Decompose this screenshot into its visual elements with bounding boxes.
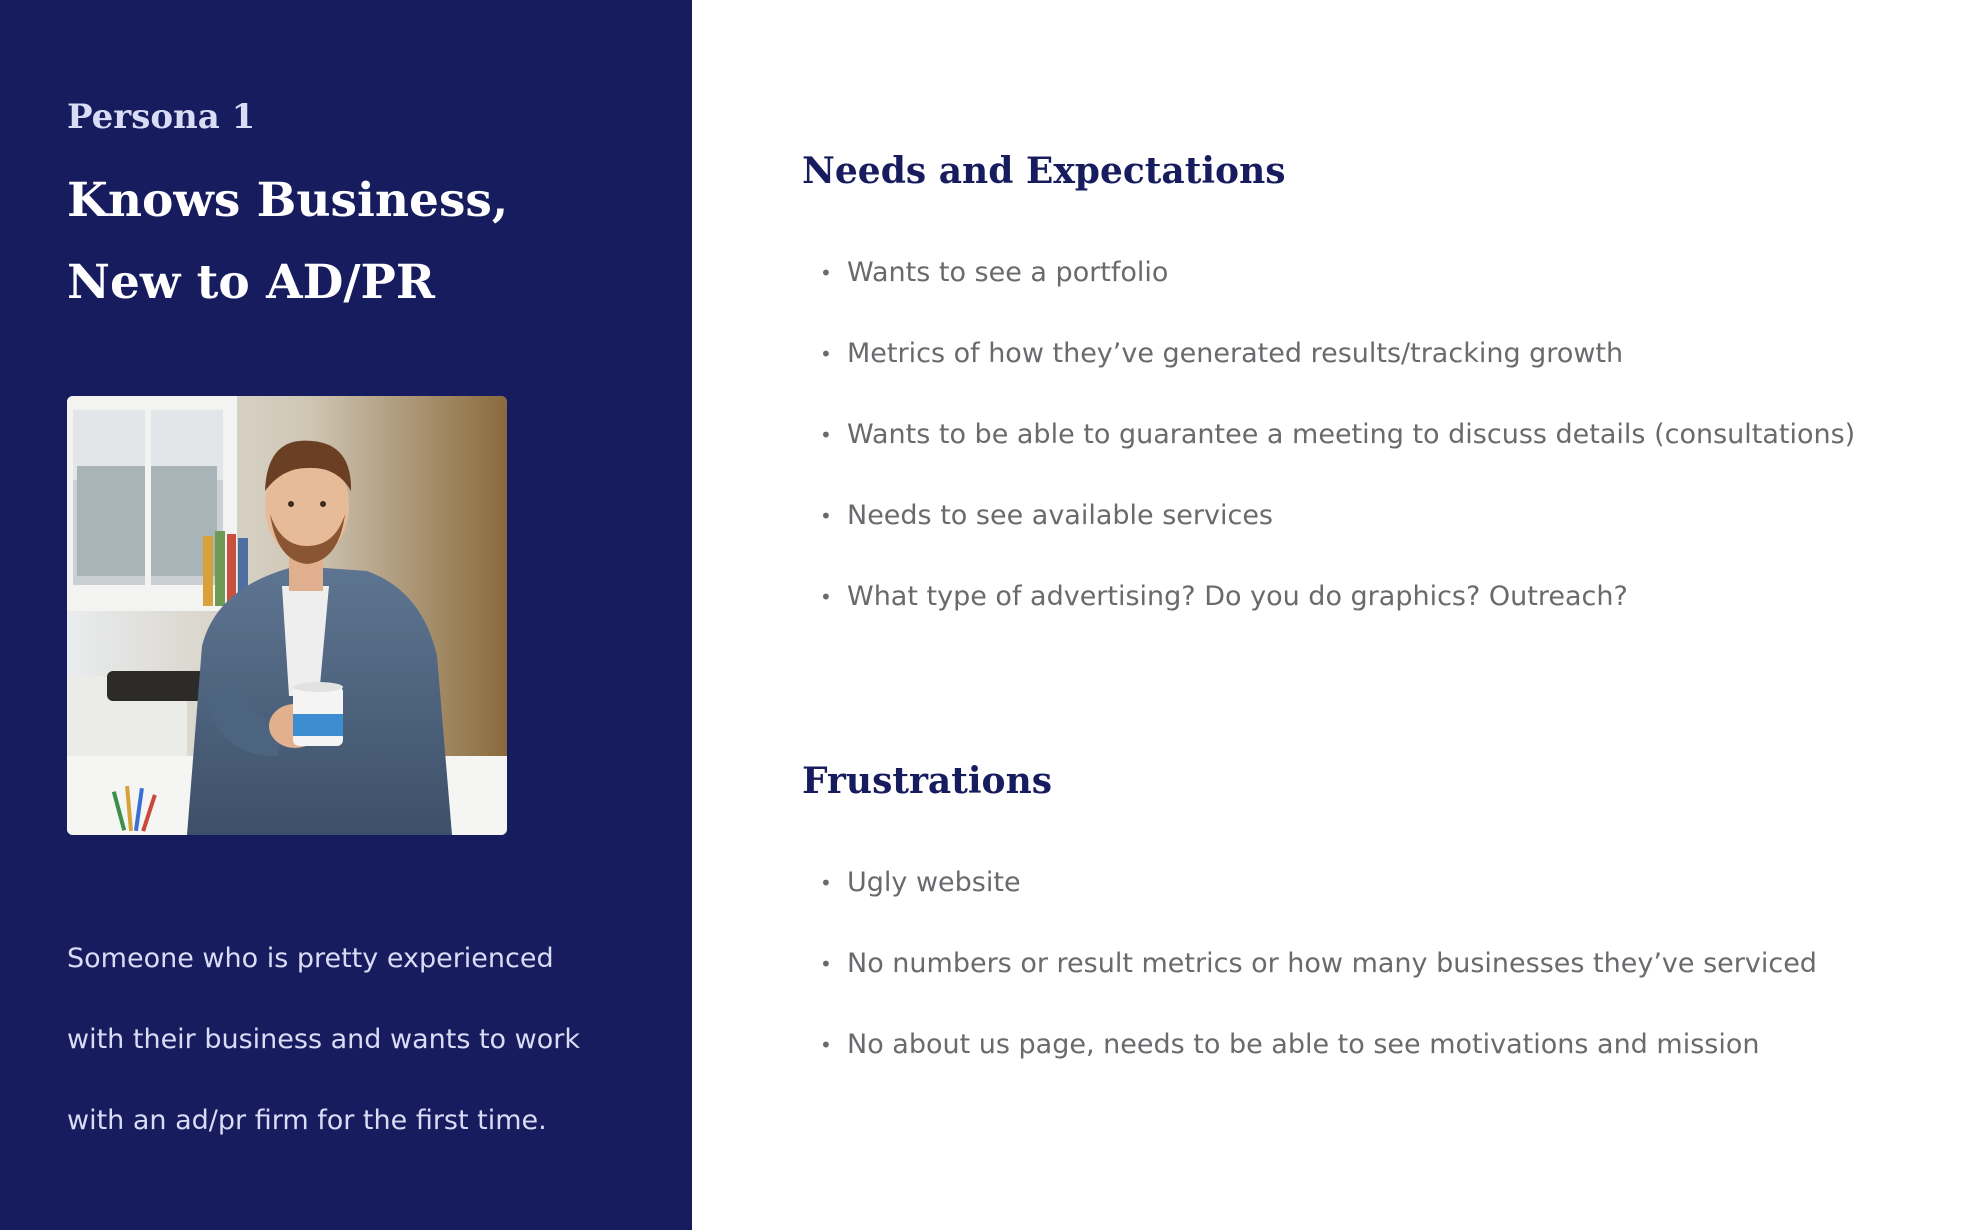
list-item-text: What type of advertising? Do you do graphics? Outreach? xyxy=(847,581,1628,612)
bullet-icon: • xyxy=(820,585,832,609)
needs-list xyxy=(820,248,1855,653)
persona-title-line: New to AD/PR xyxy=(67,255,435,310)
persona-title-line: Knows Business, xyxy=(67,173,509,228)
bullet-icon: • xyxy=(820,423,832,447)
list-item xyxy=(820,939,1817,1020)
frustrations-list xyxy=(820,858,1817,1101)
bullet-icon: • xyxy=(820,504,832,528)
bullet-icon: • xyxy=(820,342,832,366)
list-item xyxy=(820,329,1855,410)
persona-description-line: Someone who is pretty experienced xyxy=(67,943,554,974)
list-item-text: Metrics of how they’ve generated results/tracking growth xyxy=(847,338,1624,369)
list-item-text: Wants to see a portfolio xyxy=(847,257,1169,288)
list-item-text: Needs to see available services xyxy=(847,500,1274,531)
bullet-icon: • xyxy=(820,1033,832,1057)
list-item xyxy=(820,248,1855,329)
list-item-text: No numbers or result metrics or how many businesses they’ve serviced xyxy=(847,948,1817,979)
bullet-icon: • xyxy=(820,952,832,976)
persona-photo xyxy=(67,396,507,835)
needs-heading: Needs and Expectations xyxy=(802,150,1286,192)
list-item xyxy=(820,572,1855,653)
list-item xyxy=(820,858,1817,939)
persona-description-line: with their business and wants to work xyxy=(67,1024,580,1055)
persona-panel xyxy=(0,0,692,1230)
frustrations-heading: Frustrations xyxy=(802,760,1053,802)
bullet-icon: • xyxy=(820,261,832,285)
persona-description xyxy=(67,918,667,1161)
persona-title xyxy=(67,160,508,324)
list-item-text: Wants to be able to guarantee a meeting to discuss details (consultations) xyxy=(847,419,1856,450)
bullet-icon: • xyxy=(820,871,832,895)
list-item xyxy=(820,491,1855,572)
persona-description-line: with an ad/pr firm for the first time. xyxy=(67,1105,547,1136)
list-item xyxy=(820,410,1855,491)
list-item-text: No about us page, needs to be able to see motivations and mission xyxy=(847,1029,1760,1060)
list-item-text: Ugly website xyxy=(847,867,1021,898)
list-item xyxy=(820,1020,1817,1101)
persona-label: Persona 1 xyxy=(67,97,256,137)
